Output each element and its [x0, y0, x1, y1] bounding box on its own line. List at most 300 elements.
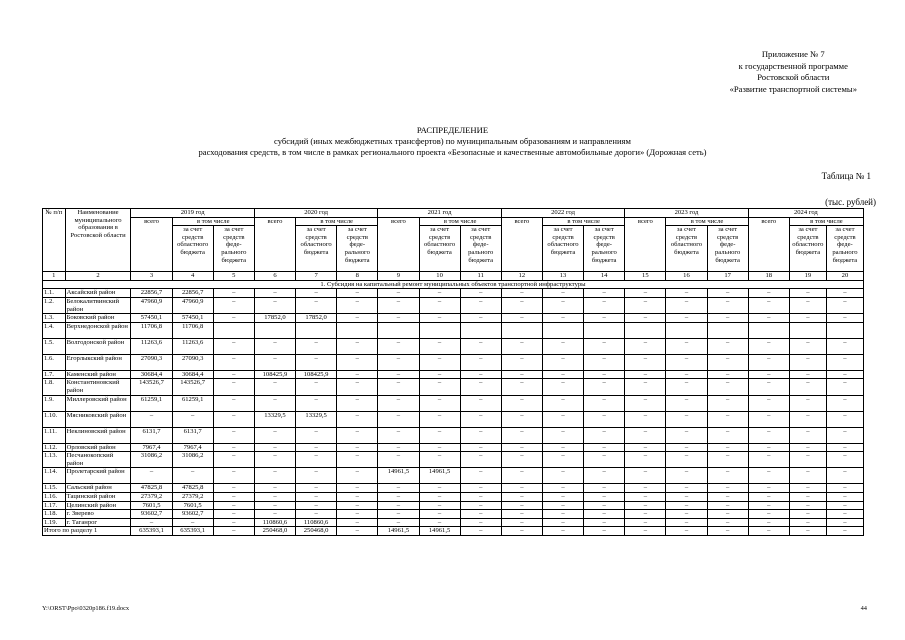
header-federal: за счет средств феде-рального бюджета	[460, 226, 501, 272]
total-value: –	[826, 527, 863, 536]
value-cell: –	[542, 338, 583, 354]
value-cell: –	[666, 297, 707, 313]
value-cell: –	[419, 492, 460, 501]
value-cell: –	[213, 452, 254, 468]
value-cell: –	[542, 314, 583, 323]
value-cell: –	[542, 427, 583, 443]
distribution-table	[42, 208, 864, 536]
value-cell: –	[666, 411, 707, 427]
value-cell: –	[826, 443, 863, 452]
value-cell: –	[460, 395, 501, 411]
header-total: всего	[501, 217, 542, 272]
value-cell: –	[378, 370, 419, 379]
municipality-name: Миллеровский район	[65, 395, 131, 411]
value-cell: –	[789, 338, 826, 354]
value-cell: –	[584, 379, 625, 395]
value-cell: –	[666, 395, 707, 411]
value-cell: –	[460, 289, 501, 298]
value-cell: 47960,9	[131, 297, 172, 313]
value-cell: –	[625, 354, 666, 370]
value-cell: –	[213, 427, 254, 443]
value-cell: –	[337, 443, 378, 452]
value-cell: –	[501, 510, 542, 519]
value-cell: –	[501, 492, 542, 501]
value-cell: –	[337, 395, 378, 411]
value-cell: 11263,6	[131, 338, 172, 354]
column-number: 7	[296, 272, 337, 281]
value-cell: –	[707, 297, 748, 313]
value-cell: –	[542, 518, 583, 527]
column-number: 10	[419, 272, 460, 281]
value-cell: –	[748, 518, 789, 527]
value-cell: 143526,7	[131, 379, 172, 395]
value-cell: –	[625, 314, 666, 323]
value-cell: –	[707, 379, 748, 395]
value-cell: –	[378, 510, 419, 519]
value-cell: –	[584, 314, 625, 323]
value-cell: –	[213, 443, 254, 452]
value-cell: –	[666, 370, 707, 379]
municipality-name: Константиновский район	[65, 379, 131, 395]
value-cell: 17852,0	[296, 314, 337, 323]
value-cell: –	[584, 338, 625, 354]
value-cell: –	[584, 297, 625, 313]
value-cell: –	[789, 354, 826, 370]
value-cell: –	[131, 411, 172, 427]
value-cell: –	[378, 492, 419, 501]
value-cell: –	[501, 289, 542, 298]
header-regional: за счет средств областного бюджета	[172, 226, 213, 272]
table-row	[43, 518, 864, 527]
value-cell: –	[254, 452, 295, 468]
value-cell: –	[337, 427, 378, 443]
value-cell: –	[625, 427, 666, 443]
value-cell: 61259,1	[131, 395, 172, 411]
value-cell: –	[826, 338, 863, 354]
value-cell: –	[501, 452, 542, 468]
value-cell: –	[419, 395, 460, 411]
table-number: Таблица № 1	[821, 171, 871, 181]
value-cell: –	[748, 492, 789, 501]
value-cell: –	[542, 452, 583, 468]
value-cell: –	[826, 468, 863, 484]
value-cell: –	[337, 492, 378, 501]
header-federal: за счет средств феде-рального бюджета	[707, 226, 748, 272]
appendix-line: «Развитие транспортной системы»	[729, 83, 857, 94]
value-cell: –	[826, 501, 863, 510]
value-cell: –	[337, 289, 378, 298]
column-number: 16	[666, 272, 707, 281]
value-cell: –	[213, 468, 254, 484]
value-cell: –	[542, 468, 583, 484]
table-row	[43, 297, 864, 313]
value-cell: –	[501, 379, 542, 395]
value-cell: –	[584, 452, 625, 468]
value-cell: –	[789, 468, 826, 484]
header-federal: за счет средств феде-рального бюджета	[826, 226, 863, 272]
header-total: всего	[254, 217, 295, 272]
column-number: 13	[542, 272, 583, 281]
total-value: –	[748, 527, 789, 536]
value-cell: –	[419, 297, 460, 313]
value-cell: –	[542, 510, 583, 519]
value-cell: –	[378, 411, 419, 427]
value-cell: –	[419, 501, 460, 510]
municipality-name: Мясниковский район	[65, 411, 131, 427]
value-cell: –	[789, 518, 826, 527]
value-cell: 13329,5	[254, 411, 295, 427]
value-cell: –	[789, 510, 826, 519]
municipality-name: Пролетарский район	[65, 468, 131, 484]
value-cell: –	[337, 452, 378, 468]
value-cell: –	[707, 338, 748, 354]
municipality-name: Волгодонской район	[65, 338, 131, 354]
value-cell: 110860,6	[254, 518, 295, 527]
value-cell: –	[666, 452, 707, 468]
value-cell: –	[296, 297, 337, 313]
total-value: –	[666, 527, 707, 536]
value-cell	[419, 322, 460, 338]
value-cell: –	[296, 427, 337, 443]
value-cell: –	[213, 297, 254, 313]
value-cell: 22856,7	[172, 289, 213, 298]
value-cell: –	[254, 427, 295, 443]
header-regional: за счет средств областного бюджета	[542, 226, 583, 272]
value-cell: –	[748, 289, 789, 298]
value-cell: –	[501, 484, 542, 493]
value-cell: –	[254, 379, 295, 395]
value-cell: –	[296, 484, 337, 493]
table-row	[43, 314, 864, 323]
header-federal: за счет средств феде-рального бюджета	[213, 226, 254, 272]
value-cell: –	[172, 518, 213, 527]
value-cell: –	[254, 484, 295, 493]
column-number: 20	[826, 272, 863, 281]
value-cell: –	[337, 484, 378, 493]
value-cell: –	[419, 289, 460, 298]
value-cell: –	[378, 395, 419, 411]
header-total: всего	[131, 217, 172, 272]
value-cell: 108425,9	[254, 370, 295, 379]
value-cell: –	[542, 289, 583, 298]
value-cell	[584, 322, 625, 338]
column-number: 17	[707, 272, 748, 281]
value-cell: –	[254, 289, 295, 298]
value-cell: –	[419, 443, 460, 452]
value-cell: –	[419, 314, 460, 323]
value-cell: –	[213, 484, 254, 493]
value-cell: –	[826, 510, 863, 519]
value-cell: –	[666, 443, 707, 452]
value-cell: –	[625, 443, 666, 452]
total-value: 250468,0	[296, 527, 337, 536]
value-cell: –	[460, 314, 501, 323]
column-number: 6	[254, 272, 295, 281]
value-cell	[213, 322, 254, 338]
value-cell: –	[254, 338, 295, 354]
column-number: 15	[625, 272, 666, 281]
value-cell: –	[789, 314, 826, 323]
value-cell: –	[501, 501, 542, 510]
value-cell: 27090,3	[172, 354, 213, 370]
header-year: 2022 год	[501, 209, 624, 218]
value-cell: –	[460, 427, 501, 443]
value-cell: –	[419, 379, 460, 395]
value-cell: –	[378, 314, 419, 323]
value-cell: –	[826, 354, 863, 370]
value-cell: –	[213, 338, 254, 354]
value-cell: –	[460, 379, 501, 395]
value-cell: –	[707, 518, 748, 527]
value-cell: –	[666, 427, 707, 443]
column-number: 4	[172, 272, 213, 281]
value-cell: –	[501, 443, 542, 452]
value-cell: 6131,7	[172, 427, 213, 443]
row-number: 1.19.	[43, 518, 66, 527]
value-cell: –	[748, 370, 789, 379]
value-cell: –	[748, 411, 789, 427]
value-cell: –	[460, 452, 501, 468]
row-number: 1.16.	[43, 492, 66, 501]
table-row	[43, 484, 864, 493]
value-cell: –	[378, 443, 419, 452]
title-line: субсидий (иных межбюджетных трансфертов) по муниципальным образованиям и направлениям	[274, 136, 631, 147]
value-cell: –	[707, 492, 748, 501]
municipality-name: Каменский район	[65, 370, 131, 379]
value-cell: –	[826, 289, 863, 298]
value-cell: –	[172, 411, 213, 427]
value-cell: 13329,5	[296, 411, 337, 427]
table-row	[43, 510, 864, 519]
municipality-name: Егорлыкский район	[65, 354, 131, 370]
value-cell: –	[789, 297, 826, 313]
header-name: Наименование муниципального образования в Ростовской области	[65, 209, 131, 272]
table-row	[43, 322, 864, 338]
value-cell: –	[419, 370, 460, 379]
value-cell: –	[707, 411, 748, 427]
row-number: 1.14.	[43, 468, 66, 484]
value-cell: –	[460, 468, 501, 484]
table-row	[43, 338, 864, 354]
value-cell: 30684,4	[172, 370, 213, 379]
value-cell: –	[826, 314, 863, 323]
value-cell: –	[296, 443, 337, 452]
value-cell: –	[625, 379, 666, 395]
header-num: № п/п	[43, 209, 66, 272]
value-cell: –	[460, 492, 501, 501]
value-cell: –	[337, 379, 378, 395]
header-federal: за счет средств феде-рального бюджета	[337, 226, 378, 272]
value-cell: –	[707, 289, 748, 298]
table-row	[43, 411, 864, 427]
total-value: 635393,1	[131, 527, 172, 536]
value-cell: –	[213, 354, 254, 370]
value-cell: –	[542, 354, 583, 370]
header-regional: за счет средств областного бюджета	[666, 226, 707, 272]
value-cell: –	[419, 518, 460, 527]
value-cell: –	[378, 452, 419, 468]
value-cell: –	[501, 427, 542, 443]
value-cell: –	[378, 338, 419, 354]
value-cell: –	[826, 427, 863, 443]
table-row	[43, 370, 864, 379]
value-cell: –	[748, 338, 789, 354]
value-cell: 27379,2	[172, 492, 213, 501]
value-cell: –	[254, 443, 295, 452]
title-line: расходования средств, в том числе в рамках регионального проекта «Безопасные и качественные автомобильные дороги» (Дорожная сеть)	[198, 147, 707, 158]
value-cell: –	[501, 338, 542, 354]
total-value: –	[707, 527, 748, 536]
value-cell: –	[501, 354, 542, 370]
value-cell: –	[789, 484, 826, 493]
value-cell: –	[826, 297, 863, 313]
value-cell: –	[584, 518, 625, 527]
row-number: 1.10.	[43, 411, 66, 427]
municipality-name: Сальский район	[65, 484, 131, 493]
value-cell: –	[789, 370, 826, 379]
value-cell: –	[254, 468, 295, 484]
value-cell: –	[254, 501, 295, 510]
appendix-line: к государственной программе	[738, 60, 848, 71]
row-number: 1.3.	[43, 314, 66, 323]
value-cell: –	[213, 518, 254, 527]
value-cell: 93602,7	[172, 510, 213, 519]
header-incl: в том числе	[666, 217, 748, 226]
column-number: 19	[789, 272, 826, 281]
value-cell: 11706,8	[172, 322, 213, 338]
value-cell: –	[584, 501, 625, 510]
value-cell: –	[666, 354, 707, 370]
value-cell: –	[666, 492, 707, 501]
value-cell: –	[584, 411, 625, 427]
table-row	[43, 379, 864, 395]
value-cell: –	[419, 427, 460, 443]
value-cell: –	[584, 443, 625, 452]
value-cell: 11263,6	[172, 338, 213, 354]
value-cell: –	[254, 395, 295, 411]
municipality-name: Неклиновский район	[65, 427, 131, 443]
value-cell: –	[748, 501, 789, 510]
header-regional: за счет средств областного бюджета	[419, 226, 460, 272]
value-cell: –	[666, 510, 707, 519]
value-cell: –	[748, 484, 789, 493]
value-cell: 57450,1	[131, 314, 172, 323]
value-cell: –	[296, 395, 337, 411]
value-cell	[789, 322, 826, 338]
value-cell: –	[213, 411, 254, 427]
value-cell: –	[337, 314, 378, 323]
value-cell: –	[460, 338, 501, 354]
value-cell: –	[501, 395, 542, 411]
municipality-name: г. Зверево	[65, 510, 131, 519]
value-cell: –	[254, 297, 295, 313]
value-cell: –	[826, 492, 863, 501]
total-value: –	[501, 527, 542, 536]
section-title: 1. Субсидия на капитальный ремонт муниципальных объектов транспортной инфраструктуры	[43, 280, 864, 289]
value-cell: –	[378, 427, 419, 443]
header-federal: за счет средств феде-рального бюджета	[584, 226, 625, 272]
value-cell: –	[625, 297, 666, 313]
value-cell: –	[378, 297, 419, 313]
value-cell: 14961,5	[378, 468, 419, 484]
value-cell: –	[584, 484, 625, 493]
value-cell: –	[707, 395, 748, 411]
value-cell: –	[748, 379, 789, 395]
value-cell: –	[789, 492, 826, 501]
value-cell: –	[789, 379, 826, 395]
value-cell: –	[296, 289, 337, 298]
value-cell: 11706,8	[131, 322, 172, 338]
value-cell: 47960,9	[172, 297, 213, 313]
row-number: 1.1.	[43, 289, 66, 298]
value-cell: –	[707, 452, 748, 468]
value-cell: 31086,2	[131, 452, 172, 468]
row-number: 1.7.	[43, 370, 66, 379]
value-cell: –	[378, 289, 419, 298]
value-cell: –	[584, 468, 625, 484]
value-cell: 17852,0	[254, 314, 295, 323]
value-cell: 61259,1	[172, 395, 213, 411]
value-cell: –	[460, 443, 501, 452]
value-cell: –	[460, 518, 501, 527]
value-cell: –	[378, 501, 419, 510]
value-cell: –	[254, 354, 295, 370]
column-number: 2	[65, 272, 131, 281]
total-value: –	[789, 527, 826, 536]
total-value: 250468,0	[254, 527, 295, 536]
municipality-name: г. Таганрог	[65, 518, 131, 527]
total-value: 635393,1	[172, 527, 213, 536]
value-cell: –	[172, 468, 213, 484]
value-cell: 57450,1	[172, 314, 213, 323]
value-cell: –	[419, 411, 460, 427]
total-value: 14961,5	[378, 527, 419, 536]
municipality-name: Боковский район	[65, 314, 131, 323]
municipality-name: Белокалитвинский район	[65, 297, 131, 313]
value-cell: –	[748, 510, 789, 519]
value-cell: –	[826, 452, 863, 468]
header-total: всего	[378, 217, 419, 272]
value-cell: –	[707, 484, 748, 493]
row-number: 1.9.	[43, 395, 66, 411]
value-cell: 143526,7	[172, 379, 213, 395]
value-cell: 30684,4	[131, 370, 172, 379]
value-cell: –	[501, 518, 542, 527]
appendix-line: Приложение № 7	[761, 49, 825, 59]
column-number: 9	[378, 272, 419, 281]
row-number: 1.18.	[43, 510, 66, 519]
value-cell: –	[789, 443, 826, 452]
value-cell: –	[707, 427, 748, 443]
value-cell: –	[378, 354, 419, 370]
value-cell: 27379,2	[131, 492, 172, 501]
table-row	[43, 427, 864, 443]
header-incl: в том числе	[542, 217, 624, 226]
value-cell: –	[213, 379, 254, 395]
value-cell: –	[460, 297, 501, 313]
appendix-block	[730, 49, 857, 95]
total-value: –	[542, 527, 583, 536]
value-cell: –	[542, 492, 583, 501]
value-cell: –	[584, 492, 625, 501]
value-cell: –	[625, 289, 666, 298]
value-cell: –	[460, 510, 501, 519]
value-cell: –	[296, 452, 337, 468]
value-cell: –	[460, 370, 501, 379]
value-cell: –	[296, 468, 337, 484]
value-cell: –	[625, 452, 666, 468]
value-cell: –	[707, 314, 748, 323]
